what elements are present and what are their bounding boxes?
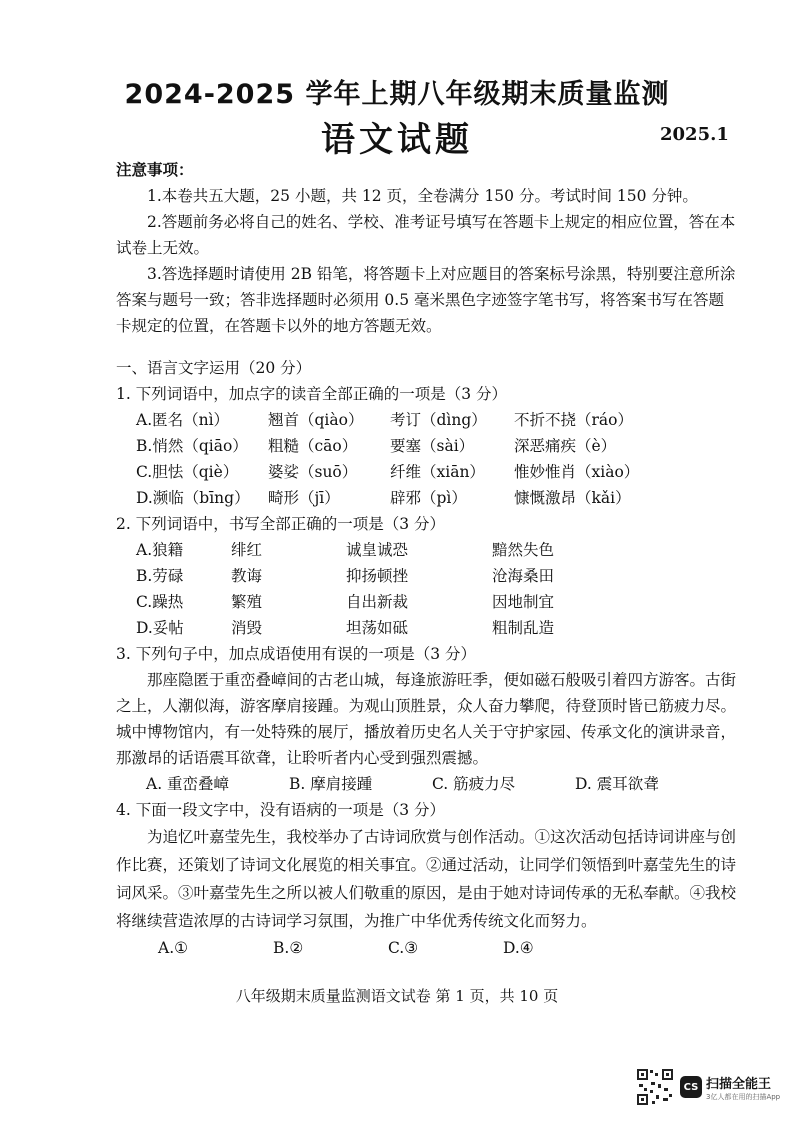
- q3-option-d: D. 震耳欲聋: [575, 775, 659, 793]
- q3-answer-options: [146, 771, 736, 797]
- q1-option-row: [136, 407, 736, 433]
- section-1: [116, 355, 736, 961]
- question-1-stem: 1. 下列词语中，加点字的读音全部正确的一项是（3 分）: [116, 385, 508, 403]
- q2-word: 繁殖: [231, 593, 263, 611]
- q2-word: 粗制乱造: [492, 619, 555, 637]
- question-4-stem: 4. 下面一段文字中，没有语病的一项是（3 分）: [116, 801, 446, 819]
- q4-option-c: C.③: [388, 939, 419, 957]
- q1-word: 辟邪（pì）: [390, 489, 467, 507]
- q3-option-a: A. 重峦叠嶂: [146, 775, 230, 793]
- q3-option-b: B. 摩肩接踵: [289, 775, 373, 793]
- q2-option-row: [136, 563, 736, 589]
- q1-word: 纤维（xiān）: [390, 463, 485, 481]
- q1-option-row: [136, 459, 736, 485]
- q2-word: 黯然失色: [492, 541, 555, 559]
- q3-option-c: C. 筋疲力尽: [432, 775, 516, 793]
- q2-word: 因地制宜: [492, 593, 555, 611]
- q4-answer-options: [158, 935, 736, 961]
- q1-word: 粗糙（cāo）: [268, 437, 358, 455]
- q1-word: 惟妙惟肖（xiào）: [514, 463, 640, 481]
- q3-passage: 那座隐匿于重峦叠嶂间的古老山城，每逢旅游旺季，便如磁石般吸引着四方游客。古街之上，人潮似海，游客摩肩接踵。为观山顶胜景，众人奋力攀爬，待登顶时皆已筋疲力尽。城中博物馆内，有一处特殊的展厅，播放着历史名人关于守护家园、传承文化的演讲录音，那激昂的话语震耳欲聋，让聆听者内心受到强烈震撼。: [116, 671, 737, 767]
- qr-code-icon: [636, 1068, 674, 1106]
- q1-word: 婆娑（suō）: [268, 463, 358, 481]
- q1-word: 要塞（sài）: [390, 437, 475, 455]
- q2-word: 自出新裁: [346, 593, 409, 611]
- notice-item: 1.本卷共五大题，25 小题，共 12 页，全卷满分 150 分。考试时间 150 分钟。: [147, 187, 698, 205]
- scanner-name: 扫描全能王: [706, 1076, 772, 1092]
- q1-word: C.胆怯（qiè）: [136, 463, 239, 481]
- q4-option-b: B.②: [273, 939, 304, 957]
- q4-option-a: A.①: [158, 939, 189, 957]
- scanner-watermark: [636, 1068, 780, 1106]
- q1-word: 翘首（qiào）: [268, 411, 364, 429]
- q2-word: D.妥帖: [136, 619, 184, 637]
- q1-word: D.濒临（bīng）: [136, 489, 250, 507]
- question-3-stem: 3. 下列句子中，加点成语使用有误的一项是（3 分）: [116, 645, 477, 663]
- q2-option-row: [136, 615, 736, 641]
- q1-word: 畸形（jī）: [268, 489, 340, 507]
- q2-word: C.躁热: [136, 593, 184, 611]
- exam-title: 2024-2025 学年上期八年级期末质量监测: [124, 79, 670, 110]
- q2-word: A.狼籍: [136, 541, 184, 559]
- camscanner-logo-icon: CS: [680, 1076, 702, 1098]
- q1-option-row: [136, 485, 736, 511]
- notice-heading: 注意事项：: [116, 160, 194, 179]
- q2-option-row: [136, 537, 736, 563]
- q2-option-row: [136, 589, 736, 615]
- notice-item: 2.答题前务必将自己的姓名、学校、准考证号填写在答题卡上规定的相应位置，答在本试卷上无效。: [116, 213, 736, 257]
- q2-word: 抑扬顿挫: [346, 567, 409, 585]
- q2-word: B.劳碌: [136, 567, 184, 585]
- q1-option-row: [136, 433, 736, 459]
- q2-word: 教诲: [231, 567, 263, 585]
- subject-title: 语文试题: [321, 120, 473, 160]
- q1-word: 深恶痛疾（è）: [514, 437, 617, 455]
- question-2-stem: 2. 下列词语中，书写全部正确的一项是（3 分）: [116, 515, 446, 533]
- q4-passage: 为追忆叶嘉莹先生，我校举办了古诗词欣赏与创作活动。①这次活动包括诗词讲座与创作比赛，还策划了诗词文化展览的相关事宜。②通过活动，让同学们领悟到叶嘉莹先生的诗词风采。③叶嘉莹先生之所以被人们敬重的原因，是由于她对诗词传承的无私奉献。④我校将继续营造浓厚的古诗词学习氛围，为推广中华优秀传统文化而努力。: [116, 828, 737, 930]
- q1-word: 考订（dìng）: [390, 411, 487, 429]
- q2-word: 消毁: [231, 619, 263, 637]
- q4-option-d: D.④: [503, 939, 534, 957]
- q2-word: 坦荡如砥: [346, 619, 409, 637]
- q1-word: A.匿名（nì）: [136, 411, 230, 429]
- q2-word: 沧海桑田: [492, 567, 555, 585]
- scanner-tagline: 3亿人都在用的扫描App: [706, 1092, 781, 1101]
- q2-word: 诚皇诚恐: [346, 541, 409, 559]
- q1-word: 慷慨激昂（kǎi）: [514, 489, 631, 507]
- notice-item: 3.答选择题时请使用 2B 铅笔，将答题卡上对应题目的答案标号涂黑，特别要注意所涂答案与题号一致；答非选择题时必须用 0.5 毫米黑色字迹签字笔书写，将答案书写在答题卡规定的位置，在答题卡以外的地方答题无效。: [116, 265, 736, 335]
- q2-word: 绯红: [231, 541, 263, 559]
- notice-block: [116, 157, 736, 339]
- page-footer: 八年级期末质量监测语文试卷 第 1 页，共 10 页: [235, 987, 559, 1005]
- q1-word: 不折不挠（ráo）: [514, 411, 633, 429]
- exam-date: 2025.1: [660, 124, 729, 145]
- section-title: 一、语言文字运用（20 分）: [116, 359, 312, 377]
- q1-word: B.悄然（qiāo）: [136, 437, 248, 455]
- scanner-text: [706, 1073, 780, 1102]
